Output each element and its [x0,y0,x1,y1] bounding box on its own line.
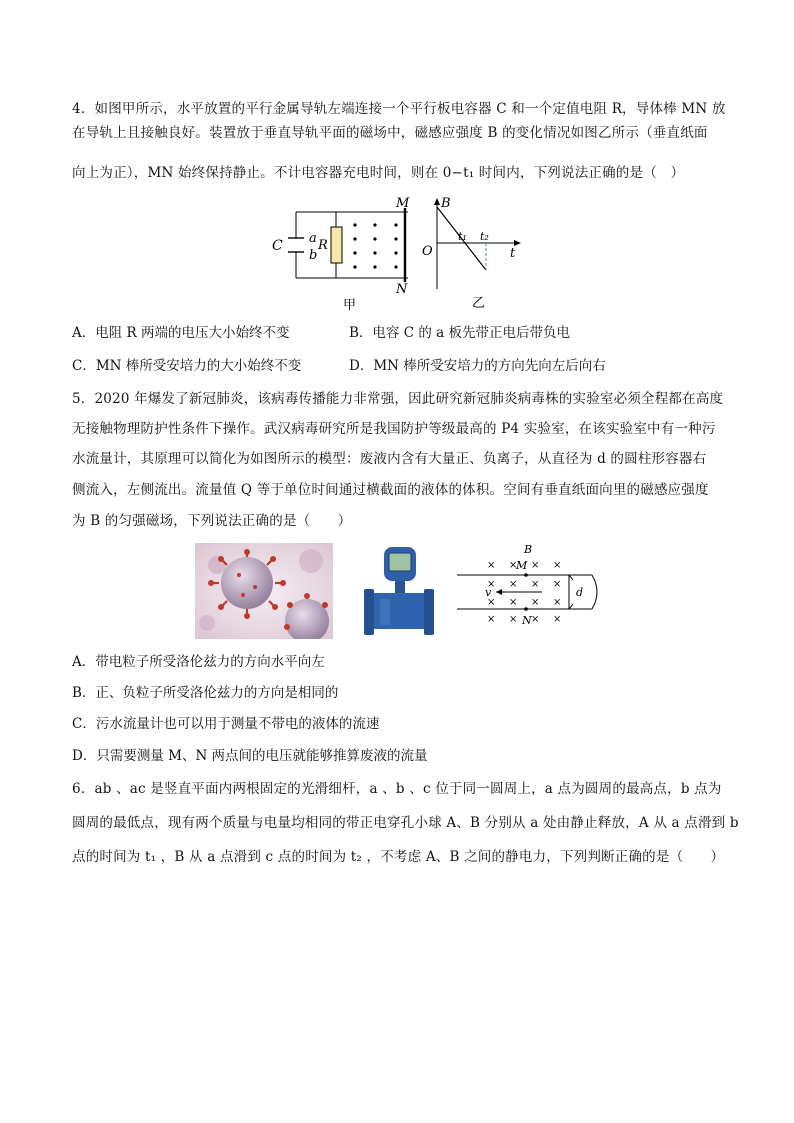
svg-text:×: × [531,614,540,625]
figure-jia-circuit [268,195,418,315]
svg-text:×: × [487,579,496,590]
q5-line-5: 为 B 的匀强磁场，下列说法正确的是（ ） [72,513,352,529]
q5-option-c: C．污水流量计也可以用于测量不带电的液体的流速 [72,716,380,732]
label-M: M [516,559,528,572]
q6-line-2: 圆周的最低点，现有两个质量与电量均相同的带正电穿孔小球 A、B 分别从 a 处由静止释放，A 从 a 点滑到 b [72,815,739,831]
svg-text:×: × [553,579,562,590]
q4-line-3: 向上为正），MN 始终保持静止。不计电容器充电时间，则在 0−t₁ 时间内，下列说法正确的是（ ） [72,165,685,181]
caption-jia: 甲 [343,298,357,313]
label-N: N [396,282,408,297]
q5-option-b: B．正、负粒子所受洛伦兹力的方向是相同的 [72,685,339,701]
label-t2: t₂ [480,230,489,243]
caption-yi: 乙 [472,296,486,311]
svg-text:×: × [487,560,496,571]
label-C: C [272,238,283,254]
svg-text:×: × [553,597,562,608]
pipe-field-diagram [452,540,602,628]
q5-line-1: 5．2020 年爆发了新冠肺炎，该病毒传播能力非常强，因此研究新冠肺炎病毒株的实验室必须全程都在高度 [72,391,724,407]
svg-text:×: × [509,579,518,590]
q4-line-1: 4．如图甲所示，水平放置的平行金属导轨左端连接一个平行板电容器 C 和一个定值电阻 R，导体棒 MN 放 [72,101,726,117]
q6-line-1: 6．ab 、ac 是竖直平面内两根固定的光滑细杆，a 、b 、c 位于同一圆周上，a 点为圆周的最高点，b 点为 [72,781,722,797]
q4-option-d: D．MN 棒所受安培力的方向先向左后向右 [349,358,606,374]
svg-text:×: × [553,560,562,571]
svg-text:×: × [509,560,518,571]
svg-text:×: × [487,597,496,608]
label-B: B [524,543,533,556]
label-M: M [396,196,410,211]
label-b: b [309,248,318,263]
svg-text:×: × [531,560,540,571]
label-R: R [318,238,328,253]
label-a: a [309,231,317,246]
label-N: N [522,614,532,627]
figure-yi-graph [420,193,530,315]
q4-option-b: B．电容 C 的 a 板先带正电后带负电 [349,325,570,341]
svg-text:×: × [553,614,562,625]
label-d: d [576,586,584,599]
q5-option-d: D．只需要测量 M、N 两点间的电压就能够推算废液的流量 [72,748,428,764]
q6-line-3: 点的时间为 t₁ ，B 从 a 点滑到 c 点的时间为 t₂ ，不考虑 A、B 之间的静电力，下列判断正确的是（ ） [72,849,725,865]
label-O: O [422,244,433,259]
svg-text:×: × [509,597,518,608]
q5-option-a: A．带电粒子所受洛伦兹力的方向水平向左 [72,654,325,670]
q4-option-a: A．电阻 R 两端的电压大小始终不变 [72,325,290,341]
q5-line-4: 侧流入，左侧流出。流量值 Q 等于单位时间通过横截面的液体的体积。空间有垂直纸面向里的磁感应强度 [72,482,709,498]
svg-text:×: × [531,579,540,590]
q5-line-3: 水流量计，其原理可以简化为如图所示的模型：废液内含有大量正、负离子，从直径为 d 的圆柱形容器右 [72,451,707,467]
svg-text:×: × [487,614,496,625]
svg-text:×: × [509,614,518,625]
q4-line-2: 在导轨上且接触良好。装置放于垂直导轨平面的磁场中，磁感应强度 B 的变化情况如图乙所示（垂直纸面 [72,125,708,141]
q5-line-2: 无接触物理防护性条件下操作。武汉病毒研究所是我国防护等级最高的 P4 实验室，在该实验室中有一种污 [72,421,716,437]
label-v: v [485,586,492,599]
flowmeter-image [362,545,436,641]
virus-image [195,543,333,639]
q4-option-c: C．MN 棒所受安培力的大小始终不变 [72,358,302,374]
label-B: B [441,196,451,211]
label-t: t [510,246,516,261]
label-t1: t₁ [458,230,467,243]
svg-text:×: × [531,597,540,608]
